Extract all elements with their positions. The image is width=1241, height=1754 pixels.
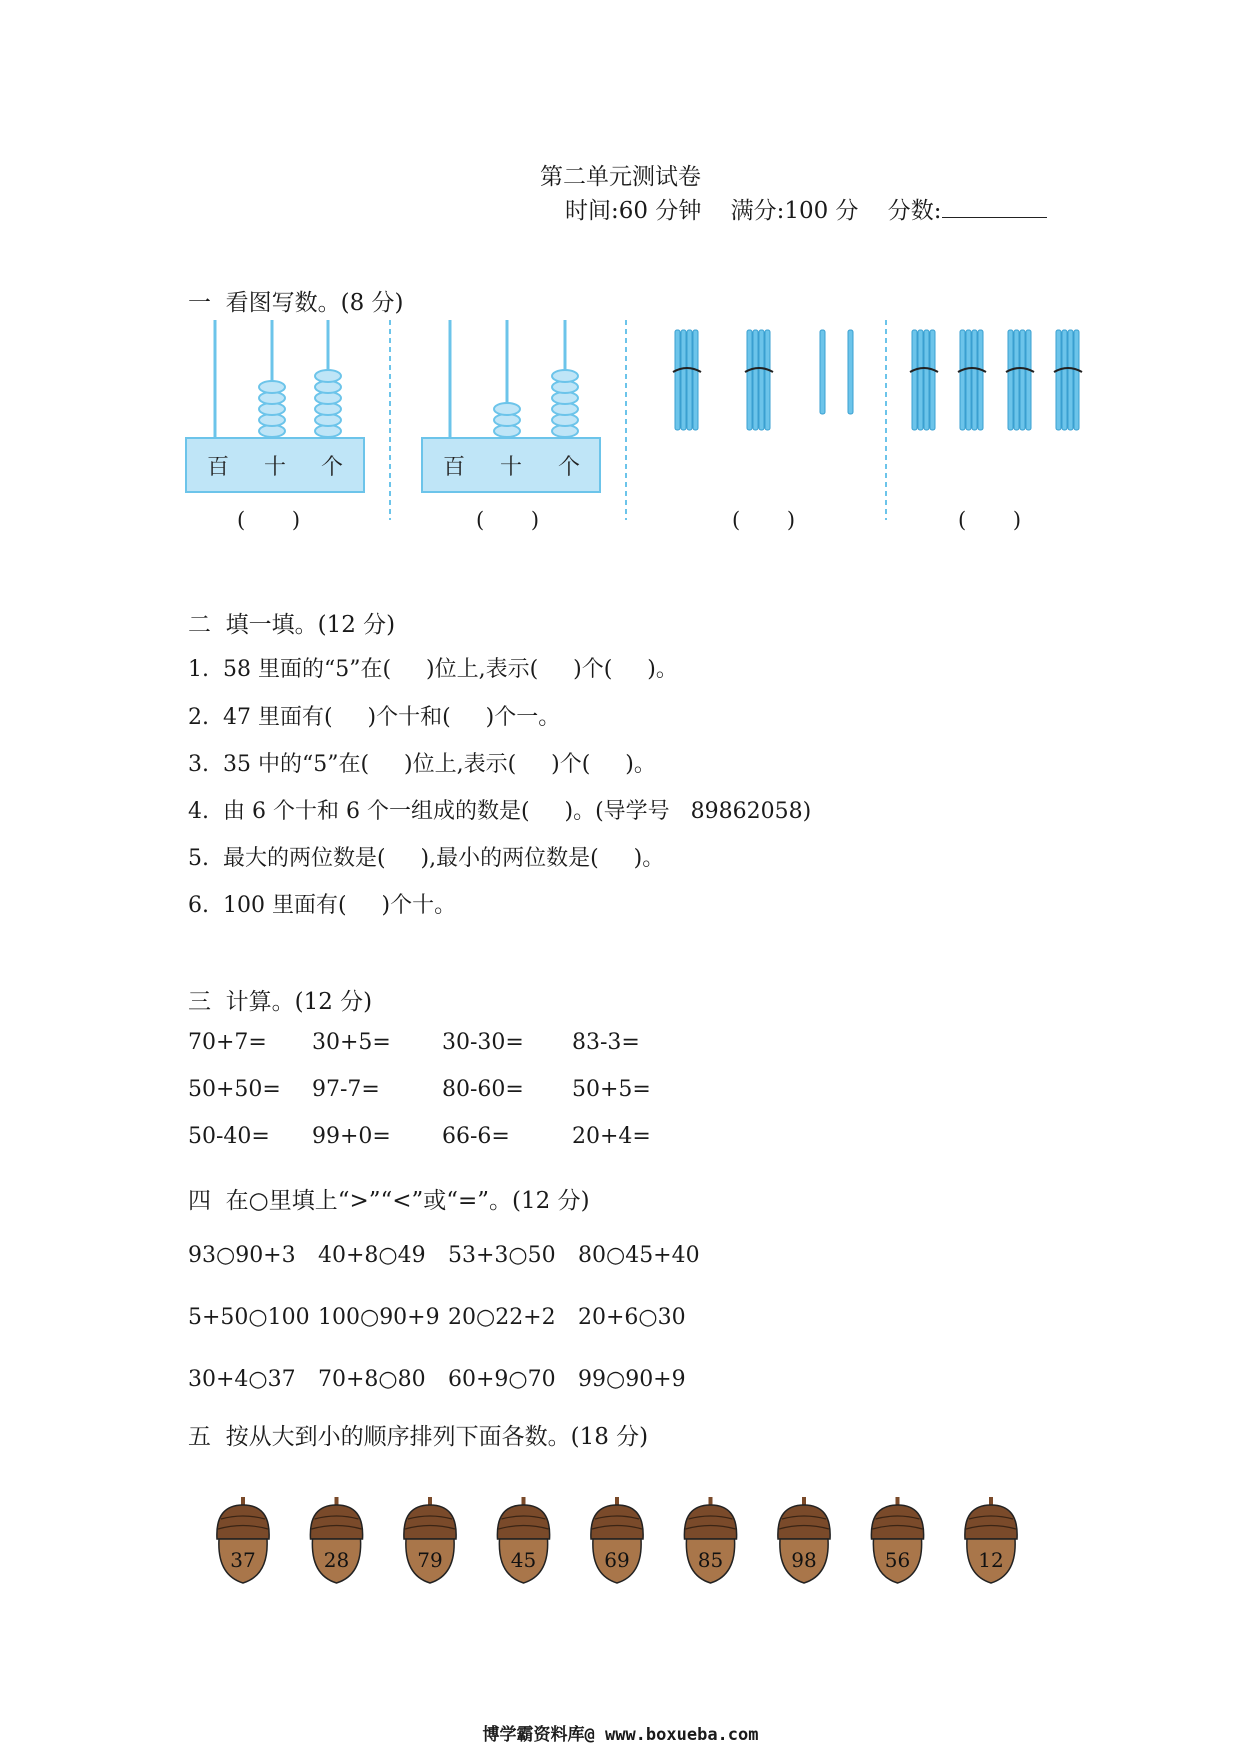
acorn-number: 45 (510, 1548, 537, 1572)
acorn-row (205, 1495, 1035, 1595)
calc-item: 50+50= (188, 1077, 281, 1102)
acorn-number: 28 (323, 1548, 350, 1572)
answer-paren-4[interactable]: ( ) (958, 508, 1022, 532)
abacus-2 (422, 320, 600, 492)
abacus-label: 十 (263, 455, 287, 480)
compare-item: 5+50○100 (188, 1305, 310, 1330)
fill-item: 6. 100 里面有( )个十。 (188, 893, 457, 918)
acorn (778, 1497, 830, 1583)
compare-item: 99○90+9 (578, 1367, 686, 1392)
calc-item: 30-30= (442, 1030, 524, 1055)
acorn-number: 85 (697, 1548, 724, 1572)
section-1-heading: 一 看图写数。(8 分) (188, 290, 404, 316)
section-3-heading: 三 计算。(12 分) (188, 989, 373, 1015)
acorn (310, 1497, 362, 1583)
calc-item: 97-7= (312, 1077, 380, 1102)
compare-item: 40+8○49 (318, 1243, 426, 1268)
stick-bundles-2 (910, 330, 1082, 430)
compare-item: 20+6○30 (578, 1305, 686, 1330)
page-title: 第二单元测试卷 (540, 164, 701, 190)
stick-bundles-1 (673, 330, 853, 430)
acorn-number: 98 (791, 1548, 817, 1572)
exam-meta (565, 192, 1047, 225)
fill-item: 3. 35 中的“5”在( )位上,表示( )个( )。 (188, 752, 656, 777)
compare-item: 93○90+3 (188, 1243, 296, 1268)
abacus-1 (186, 320, 364, 492)
abacus-label: 个 (557, 455, 581, 480)
footer-watermark: 博学霸资料库@ www.boxueba.com (482, 1725, 759, 1745)
answer-paren-3[interactable]: ( ) (732, 508, 796, 532)
section-4-heading: 四 在○里填上“>”“<”或“=”。(12 分) (188, 1188, 590, 1214)
acorn-number: 56 (884, 1548, 911, 1572)
fill-item: 1. 58 里面的“5”在( )位上,表示( )个( )。 (188, 657, 678, 682)
calc-item: 83-3= (572, 1030, 640, 1055)
acorn (965, 1497, 1017, 1583)
abacus-label: 十 (499, 455, 523, 480)
section-2-heading: 二 填一填。(12 分) (188, 612, 396, 638)
calc-item: 50-40= (188, 1124, 270, 1149)
compare-item: 60+9○70 (448, 1367, 556, 1392)
compare-item: 100○90+9 (318, 1305, 440, 1330)
acorn (871, 1497, 923, 1583)
calc-item: 80-60= (442, 1077, 524, 1102)
acorn (497, 1497, 549, 1583)
acorn (217, 1497, 269, 1583)
abacus-label: 百 (442, 455, 466, 480)
calc-item: 50+5= (572, 1077, 651, 1102)
fill-item: 4. 由 6 个十和 6 个一组成的数是( )。(导学号 89862058) (188, 799, 812, 824)
abacus-label: 百 (206, 455, 230, 480)
calc-item: 99+0= (312, 1124, 391, 1149)
counting-figures (180, 320, 1100, 530)
acorn-number: 37 (230, 1548, 256, 1572)
compare-item: 70+8○80 (318, 1367, 426, 1392)
fill-item: 2. 47 里面有( )个十和( )个一。 (188, 705, 561, 730)
acorn (404, 1497, 456, 1583)
calc-item: 20+4= (572, 1124, 651, 1149)
compare-item: 53+3○50 (448, 1243, 556, 1268)
fill-item: 5. 最大的两位数是( ),最小的两位数是( )。 (188, 846, 665, 871)
compare-item: 20○22+2 (448, 1305, 556, 1330)
calc-item: 30+5= (312, 1030, 391, 1055)
abacus-label: 个 (320, 455, 344, 480)
time-limit: 时间:60 分钟 (565, 198, 702, 224)
answer-paren-1[interactable]: ( ) (237, 508, 301, 532)
compare-item: 30+4○37 (188, 1367, 296, 1392)
acorn-number: 69 (604, 1548, 630, 1572)
section-5-heading: 五 按从大到小的顺序排列下面各数。(18 分) (188, 1424, 649, 1450)
acorn (591, 1497, 643, 1583)
score-blank[interactable] (942, 197, 1047, 218)
full-score: 满分:100 分 (730, 198, 859, 224)
answer-paren-2[interactable]: ( ) (476, 508, 540, 532)
score-label: 分数: (887, 198, 942, 224)
acorn (684, 1497, 736, 1583)
calc-item: 66-6= (442, 1124, 510, 1149)
acorn-number: 79 (417, 1548, 443, 1572)
calc-item: 70+7= (188, 1030, 267, 1055)
compare-item: 80○45+40 (578, 1243, 700, 1268)
acorn-number: 12 (978, 1548, 1004, 1572)
